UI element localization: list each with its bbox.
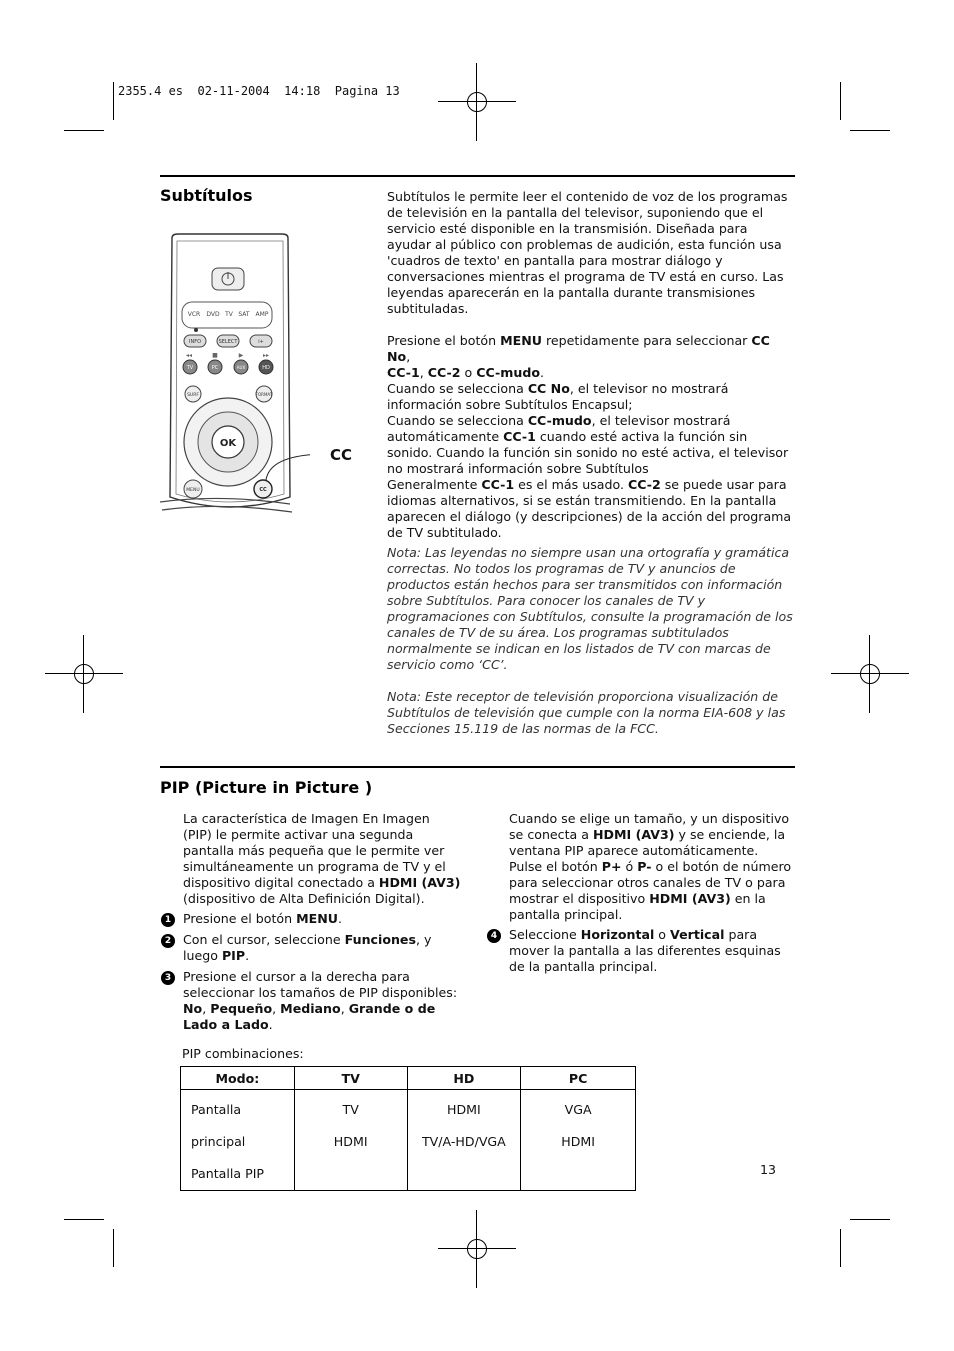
table-header-cell: TV	[294, 1067, 407, 1090]
registration-mark	[438, 1210, 516, 1288]
step-number: 3	[161, 971, 175, 985]
table-row	[181, 1090, 636, 1191]
remote-label-hd: HD	[262, 365, 270, 371]
pip-right-paragraph: Cuando se elige un tamaño, y un dispositivo se conecta a HDMI (AV3) y se enciende, la ventana PIP aparece automáticamente. Pulse el botón P+ ó P- o el botón de número para seleccionar otros canales de TV o para mostrar el dispositivo HDMI (AV3) en la pantalla principal.	[509, 811, 792, 922]
remote-label-dvd: DVD	[206, 311, 220, 318]
section-title-pip: PIP (Picture in Picture )	[160, 778, 373, 797]
remote-label-tv-button: TV	[186, 365, 194, 371]
table-cell: HDMI TV/A-HD/VGA	[407, 1090, 521, 1191]
crop-mark	[840, 82, 841, 120]
remote-label-vcr: VCR	[187, 311, 201, 318]
table-header-cell: HD	[407, 1067, 521, 1090]
step-number: 1	[161, 913, 175, 927]
remote-label-menu: MENU	[186, 488, 200, 493]
crop-mark	[850, 1219, 890, 1220]
subtitulos-paragraph-cc-mudo: Cuando se selecciona CC-mudo, el televisor mostrará automáticamente CC-1 cuando esté activa la función sin sonido. Cuando la función sin sonido no esté activa, el televisor no mostrará información sobre Subtítulos	[387, 413, 789, 476]
svg-text:■: ■	[212, 352, 218, 359]
remote-label-pc: PC	[211, 365, 219, 371]
remote-label-info: INFO	[188, 339, 202, 345]
pip-step-1: 1 Presione el botón MENU.	[161, 911, 461, 927]
pip-combinations-table	[180, 1066, 636, 1191]
table-header-cell: Modo:	[181, 1067, 295, 1090]
table-cell: VGA HDMI	[521, 1090, 636, 1191]
pip-step-4: 4 Seleccione Horizontal o Vertical para mover la pantalla a las diferentes esquinas de la pantalla principal.	[487, 927, 795, 975]
section-title-subtitulos: Subtítulos	[160, 186, 253, 205]
crop-mark	[64, 1219, 104, 1220]
crop-mark	[113, 82, 114, 120]
remote-label-tv: TV	[225, 311, 233, 318]
remote-label-amp: AMP	[255, 311, 269, 318]
table-cell: TV HDMI	[294, 1090, 407, 1191]
remote-control-illustration	[160, 232, 310, 517]
registration-mark	[438, 63, 516, 141]
cc-callout-label: CC	[330, 446, 353, 464]
svg-text:▸▸: ▸▸	[262, 352, 270, 359]
remote-label-surf: SURF	[187, 393, 199, 398]
svg-text:▶: ▶	[238, 352, 244, 359]
pip-step-3: 3 Presione el cursor a la derecha para seleccionar los tamaños de PIP disponibles: No, Pequeño, Mediano, Grande o de Lado a Lado.	[161, 969, 461, 1033]
page-number: 13	[760, 1162, 777, 1177]
step-number: 2	[161, 934, 175, 948]
subtitulos-body	[387, 189, 795, 737]
svg-text:i+: i+	[258, 339, 264, 345]
pip-step-2: 2 Con el cursor, seleccione Funciones, y luego PIP.	[161, 932, 461, 964]
pip-intro: La característica de Imagen En Imagen (PIP) le permite activar una segunda pantalla más pequeña que le permite ver simultáneamente un programa de TV y el dispositivo digital conectado a HDMI (AV3) (dispositivo de Alta Definición Digital).	[183, 811, 461, 906]
remote-label-sat: SAT	[238, 311, 250, 318]
svg-text:AUX: AUX	[236, 365, 246, 370]
svg-text:◂◂: ◂◂	[185, 352, 193, 359]
subtitulos-note-1: Nota: Las leyendas no siempre usan una ortografía y gramática correctas. No todos los programas de TV y anuncios de productos están hechos para ser transmitidos con información sobre Subtítulos. Para conocer los canales de TV y programaciones con Subtítulos, consulte la programación de los canales de TV de su área. Los programas subtitulados normalmente se indican en los listados de TV con marcas de servicio como ‘CC’.	[387, 545, 793, 672]
crop-mark	[840, 1229, 841, 1267]
table-cell: Pantalla principal Pantalla PIP	[181, 1090, 295, 1191]
section-rule	[160, 175, 795, 177]
remote-label-cc: CC	[259, 487, 267, 493]
section-rule	[160, 766, 795, 768]
step-number: 4	[487, 929, 501, 943]
registration-mark	[831, 635, 909, 713]
crop-mark	[850, 130, 890, 131]
pip-combos-label: PIP combinaciones:	[182, 1046, 304, 1061]
subtitulos-intro: Subtítulos le permite leer el contenido de voz de los programas de televisión en la pantalla del televisor, suponiendo que el servicio esté disponible en la transmisión. Diseñada para ayudar al público con problemas de audición, esta función usa 'cuadros de texto' en pantalla para mostrar diálogo y conversaciones mientras el programa de TV está en curso. Las leyendas aparecerán en la pantalla durante transmisiones subtituladas.	[387, 189, 788, 316]
subtitulos-paragraph-menu: Presione el botón MENU repetidamente para seleccionar CC No, CC-1, CC-2 o CC-mudo.	[387, 333, 770, 380]
crop-mark	[113, 1229, 114, 1267]
svg-text:FORMAT: FORMAT	[255, 392, 273, 397]
table-header-row	[181, 1067, 636, 1090]
crop-mark	[64, 130, 104, 131]
subtitulos-paragraph-cc-no: Cuando se selecciona CC No, el televisor no mostrará información sobre Subtítulos Encapsul;	[387, 381, 729, 412]
subtitulos-note-2: Nota: Este receptor de televisión proporciona visualización de Subtítulos de televisión que cumple con la norma EIA-608 y las Secciones 15.119 de las normas de la FCC.	[387, 689, 786, 736]
table-header-cell: PC	[521, 1067, 636, 1090]
pip-right-column	[487, 811, 795, 975]
remote-label-ok: OK	[219, 438, 237, 449]
remote-label-select: SELECT	[218, 339, 238, 345]
pip-left-column	[161, 811, 461, 1033]
registration-mark	[45, 635, 123, 713]
print-header: 2355.4 es 02-11-2004 14:18 Pagina 13	[118, 84, 400, 98]
subtitulos-paragraph-general: Generalmente CC-1 es el más usado. CC-2 se puede usar para idiomas alternativos, si se están transmitiendo. En la pantalla aparecen el diálogo (y descripciones) de la acción del programa de TV subtitulado.	[387, 477, 792, 540]
